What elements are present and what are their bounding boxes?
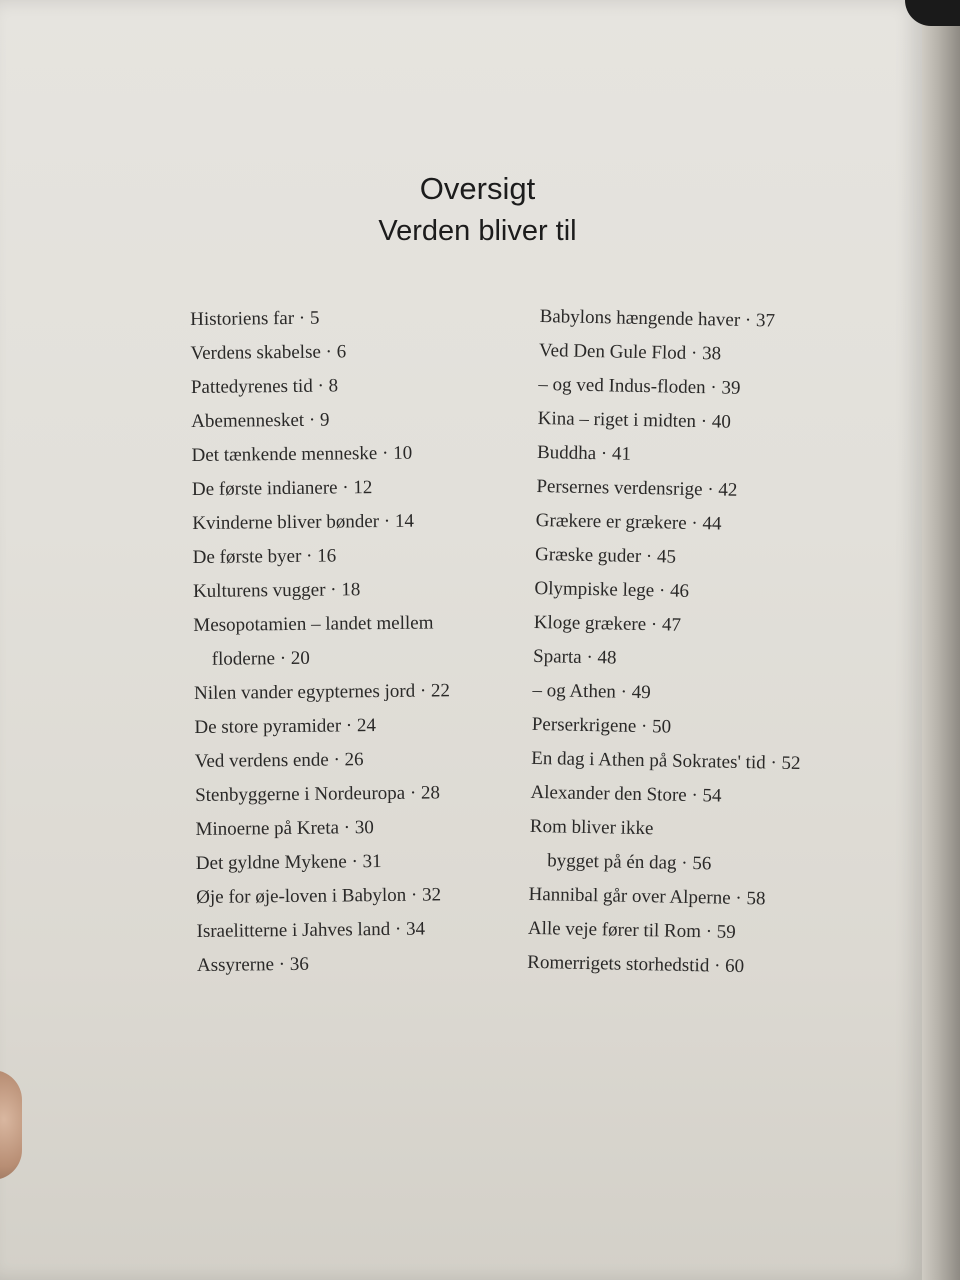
toc-entry: Det tænkende menneske · 10 [191,442,413,466]
toc-entry: Kulturens vugger · 18 [192,579,361,602]
toc-entry: – og Athen · 49 [532,679,651,704]
toc-entry: Historiens far · 5 [190,307,320,330]
toc-entry: Ved Den Gule Flod · 38 [538,339,722,365]
toc-entry-continuation: bygget på én dag · 56 [547,850,712,875]
toc-entry: De store pyramider · 24 [194,715,377,738]
toc-entry: Abemennesket · 9 [191,409,330,432]
toc-entry: Pattedyrenes tid · 8 [190,375,339,398]
toc-entry: Øje for øje-loven i Babylon · 32 [196,884,442,908]
toc-entry: Nilen vander egypternes jord · 22 [193,680,451,704]
toc-entry: Kvinderne bliver bønder · 14 [192,510,415,534]
toc-entry: Babylons hængende haver · 37 [539,305,776,332]
section-title: Verden bliver til [378,215,577,247]
toc-entry: Sparta · 48 [532,645,617,669]
toc-entry: Rom bliver ikke [529,815,654,840]
toc-entry: Olympiske lege · 46 [534,577,690,602]
toc-entry: Hannibal går over Alperne · 58 [528,883,766,910]
toc-entry: Alle veje fører til Rom · 59 [527,917,736,943]
toc-entry: Minoerne på Kreta · 30 [195,817,374,840]
toc-entry: Stenbyggerne i Nordeuropa · 28 [195,782,441,806]
toc-entry: – og ved Indus-floden · 39 [538,373,741,399]
toc-entry: Assyrerne · 36 [196,953,309,976]
toc-entry: Persernes verdensrige · 42 [536,475,738,501]
toc-entry: De første byer · 16 [192,545,337,568]
toc-entry: Romerrigets storhedstid · 60 [527,951,745,978]
toc-entry-continuation: floderne · 20 [211,647,310,670]
toc-entry: En dag i Athen på Sokrates' tid · 52 [530,747,801,775]
toc-entry: Ved verdens ende · 26 [194,749,364,772]
page-title: Oversigt [419,171,536,206]
toc-entry: Kloge grækere · 47 [533,611,682,636]
toc-entry: Buddha · 41 [536,441,632,465]
toc-entry: Perserkrigene · 50 [531,713,672,738]
toc-entry: Grækere er grækere · 44 [535,509,722,535]
toc-entry: Verdens skabelse · 6 [190,341,347,364]
toc-entry: Mesopotamien – landet mellem [193,612,434,636]
toc-entry: Det gyldne Mykene · 31 [195,851,382,874]
toc-entry: Græske guder · 45 [534,543,677,568]
toc-entry: De første indianere · 12 [191,477,373,500]
toc-right-column [527,300,809,985]
toc-entry: Alexander den Store · 54 [530,781,722,807]
toc-left-column [190,300,453,983]
toc-entry: Israelitterne i Jahves land · 34 [196,918,426,942]
thumb [0,1070,22,1180]
toc-entry: Kina – riget i midten · 40 [537,407,732,433]
contents-heading [0,168,955,252]
